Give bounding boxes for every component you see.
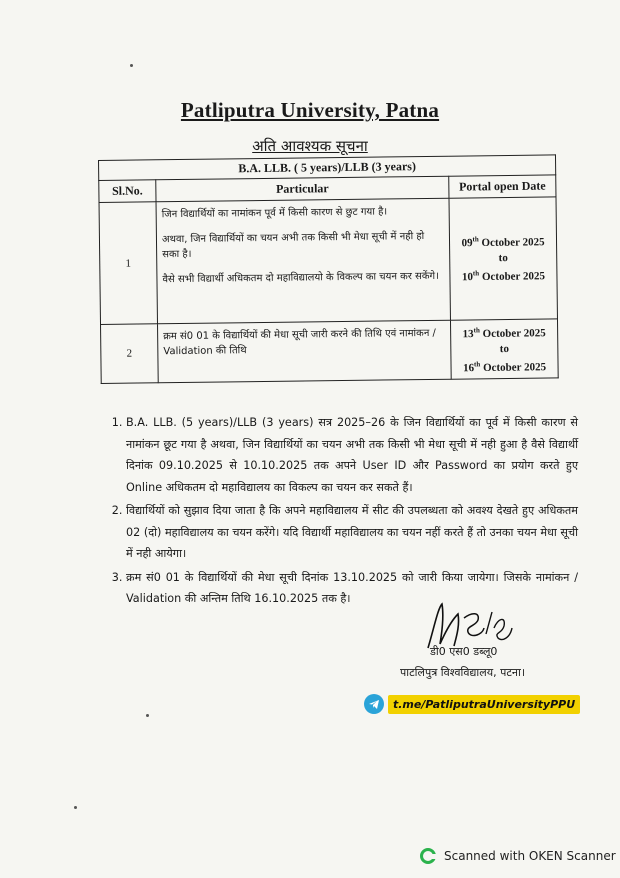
oken-scanner-icon <box>420 848 436 864</box>
signatory-organization: पाटलिपुत्र विश्वविद्यालय, पटना। <box>400 666 526 679</box>
scanner-text: Scanned with OKEN Scanner <box>444 849 616 863</box>
date-from: 09th October 2025 <box>461 235 545 250</box>
row-particular <box>158 320 452 383</box>
scan-speck <box>130 64 133 67</box>
header-particular: Particular <box>156 176 449 202</box>
particular-line: वैसे सभी विद्यार्थी अधिकतम दो महाविद्यालयो के विकल्प का चयन कर सकेंगे। <box>162 270 440 286</box>
telegram-banner[interactable] <box>364 692 580 716</box>
table-row <box>99 197 557 325</box>
row-date <box>449 197 557 320</box>
date-to: 16th October 2025 <box>462 360 547 374</box>
scanner-watermark <box>420 848 616 864</box>
row-date <box>450 319 558 380</box>
course-name: B.A. LLB. ( 5 years)/LLB (3 years) <box>99 155 556 181</box>
date-from: 13th October 2025 <box>462 326 546 341</box>
notes-list <box>106 412 578 612</box>
date-to: 10th October 2025 <box>461 269 546 284</box>
signatory-title: डी0 एस0 डब्लू0 <box>430 645 498 658</box>
table-row <box>101 319 559 384</box>
row-particular <box>156 198 450 324</box>
scan-speck <box>74 806 77 809</box>
particular-line: जिन विद्यार्थियों का नामांकन पूर्व में किसी कारण से छुट गया है। <box>161 206 388 221</box>
note-item: 1. B.A. LLB. (5 years)/LLB (3 years) सत्र 2025–26 के जिन विद्यार्थियों का पूर्व में किसी कारण से नामांकन छूट गया है अथवा, जिन विद्यार्थियों का चयन अभी तक किसी भी मेधा सूची में नही हुआ है वैसे विद्यार्थी दिनांक 09.10.2025 से 10.10.2025 तक अपने User ID और Password का प्रयोग करते हुए Online अधिकतम दो महाविद्यालय का विकल्प का चयन कर सकते हैं। <box>126 412 578 498</box>
telegram-link[interactable]: t.me/PatliputraUniversityPPU <box>388 695 580 714</box>
telegram-icon <box>364 694 384 714</box>
header-portal-date: Portal open Date <box>449 175 556 198</box>
scan-speck <box>146 714 149 717</box>
page-title: Patliputra University, Patna <box>180 98 440 122</box>
particular-line: अथवा, जिन विद्यार्थियों का चयन अभी तक किसी भी मेधा सूची में नही हो सका है। <box>161 231 425 261</box>
particular-line: क्रम सं0 01 के विद्यार्थियों की मेधा सूची जारी करने की तिथि एवं नामांकन / Validation की तिथि <box>163 327 436 358</box>
row-sl-no: 2 <box>101 324 159 384</box>
date-to-word: to <box>498 252 508 265</box>
schedule-table <box>98 154 559 384</box>
row-sl-no: 1 <box>99 202 157 325</box>
date-to-word: to <box>499 342 509 355</box>
note-item: 2. विद्यार्थियों को सुझाव दिया जाता है कि अपने महाविद्यालय में सीट की उपलब्धता को अवश्य देखते हुए अधिकतम 02 (दो) महाविद्यालय का चयन करेंगे। यदि विद्यार्थी महाविद्यालय का चयन नहीं करते हैं तो उनका चयन मेधा सूची में नही आयेगा। <box>126 500 578 565</box>
notice-heading: अति आवश्यक सूचना <box>252 137 368 155</box>
header-sl-no: Sl.No. <box>99 180 156 203</box>
note-item: 3. क्रम सं0 01 के विद्यार्थियों की मेधा सूची दिनांक 13.10.2025 को जारी किया जायेगा। जिसके नामांकन / Validation की अन्तिम तिथि 16.10.2025 तक है। <box>126 567 578 610</box>
